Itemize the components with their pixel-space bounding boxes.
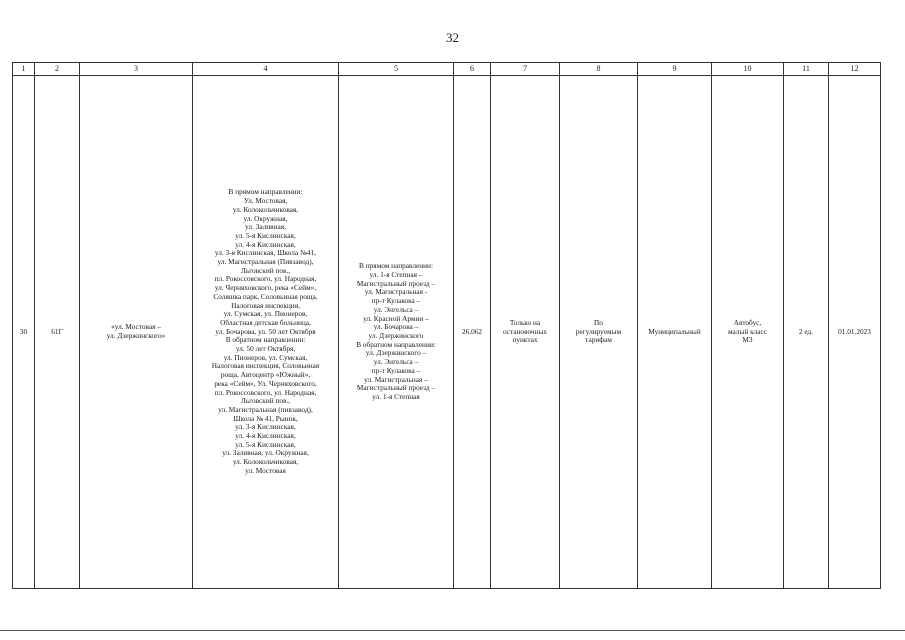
tariff-type: По регулируемым тарифам [560,76,638,589]
table-header-row [13,63,881,76]
start-date: 01.01.2023 [829,76,881,589]
header-cell: 12 [829,63,881,76]
route-stops: В прямом направлении: Ул. Мостовая, ул. Колокольчиковая, ул. Окружная, ул. Заливная, ул. 5-я Кислинская, ул. 4-я Кислинская, ул. 3-я Кислинская, Школа №41, ул. Магистральная (Пивзавод), Льговский пов., пл. Рокоссовского, ул. Народная, ул. Черняховского, река «Сейм», Соляшка парк, Соловьиная роща, Налоговая инспекция, ул. Сумская, ул. Пионеров, Областная детская больница, ул. Бочарова, ул. 50 лет Октября В обратном направлении: ул. 50 лет Октября, ул. Пионеров, ул. Сумская, Налоговая инспекция, Соловьиная роща, Автоцентр «Южный», река «Сейм», Ул. Черняховского, пл. Рокоссовского, ул. Народная, Льговский пов., ул. Магистральная (пивзавод), Школа № 41, Рынок, ул. 3-я Кислинская, ул. 4-я Кислинская, ул. 5-я Кислинская, ул. Заливная, ул. Окружная, ул. Колокольчиковая, ул. Мостовая [193,76,339,589]
header-cell: 2 [35,63,80,76]
header-cell: 5 [339,63,454,76]
header-cell: 6 [454,63,491,76]
header-cell: 4 [193,63,339,76]
vehicle-class: Автобус, малый класс М3 [712,76,784,589]
header-cell: 1 [13,63,35,76]
route-number: 61Г [35,76,80,589]
header-cell: 7 [491,63,560,76]
route-name: «ул. Мостовая – ул. Дзержинского» [80,76,193,589]
route-registry-table [12,62,881,589]
route-index: 30 [13,76,35,589]
page-number: 32 [446,30,459,45]
route-length: 26,062 [454,76,491,589]
header-cell: 11 [784,63,829,76]
header-cell: 10 [712,63,784,76]
header-cell: 3 [80,63,193,76]
vehicle-count: 2 ед. [784,76,829,589]
boarding-procedure: Только на остановочных пунктах [491,76,560,589]
header-cell: 8 [560,63,638,76]
route-streets: В прямом направлении: ул. 1-я Степная – Магистральный проезд – ул. Магистральная - пр-т Кулакова – ул. Энгельса – ул. Красной Армии – ул. Бочарова – ул. Дзержинского В обратном направлении: ул. Дзержинского – ул. Энгельса – пр-т Кулакова – ул. Магистральная – Магистральный проезд – ул. 1-я Степная [339,76,454,589]
carrier-type: Муниципальный [638,76,712,589]
page-bottom-rule [0,630,905,631]
table-row [13,76,881,589]
header-cell: 9 [638,63,712,76]
